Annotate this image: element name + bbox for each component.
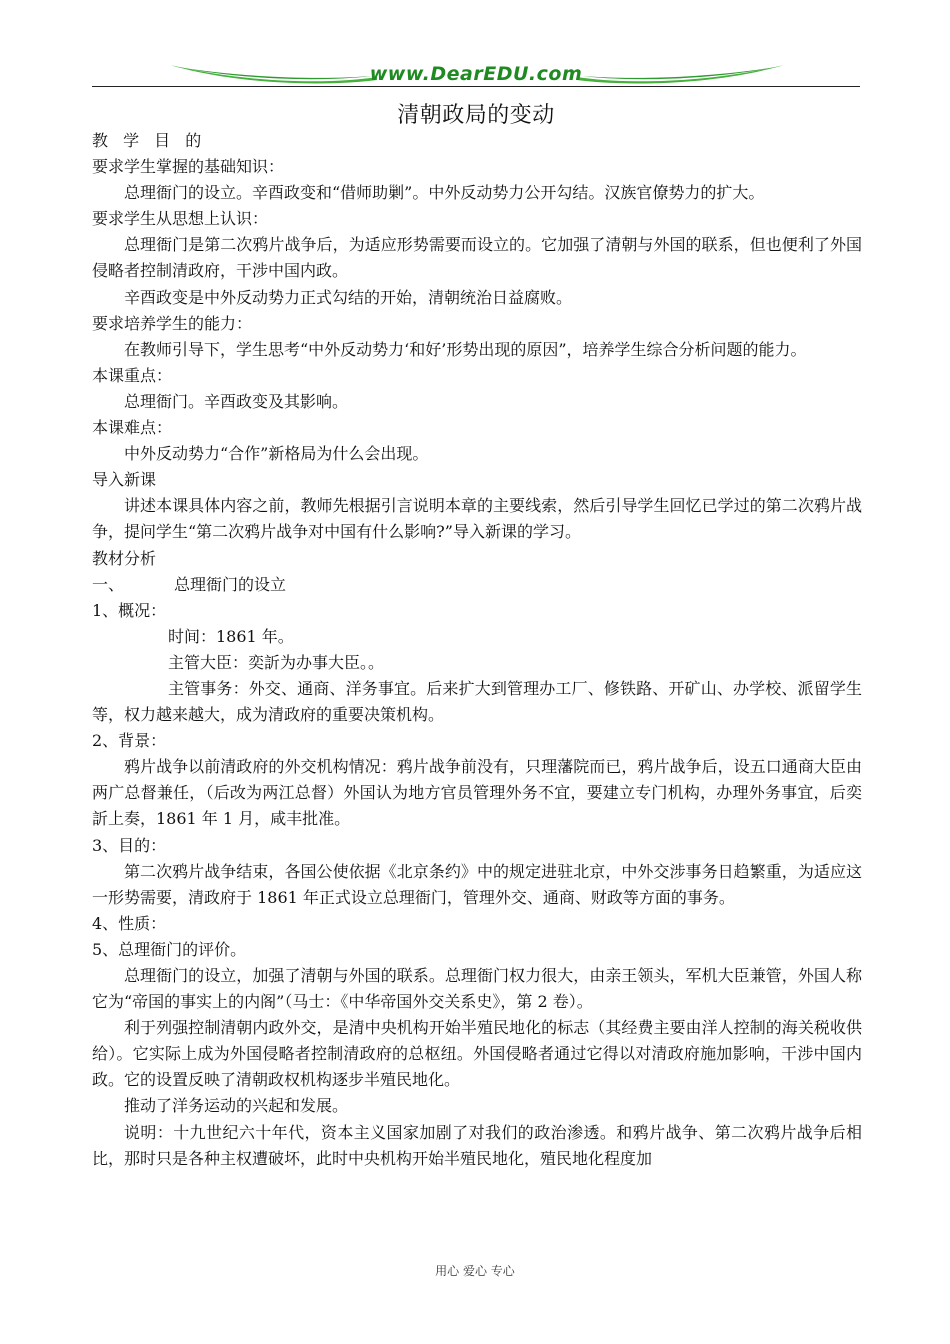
site-logo-text: www.DearEDU.com <box>369 63 583 85</box>
section-1-number: 一、 <box>92 574 125 594</box>
background-heading: 2、背景： <box>92 731 167 751</box>
note-text: 说明：十九世纪六十年代，资本主义国家加剧了对我们的政治渗透。和鸦片战争、第二次鸦片战争后相比，那时只是各种主权遭破坏，此时中央机构开始半殖民地化，殖民地化程度加 <box>92 1122 862 1168</box>
ability-heading: 要求培养学生的能力： <box>92 313 253 333</box>
objectives-heading: 教 学 目 的 <box>92 131 207 150</box>
focus-heading: 本课重点： <box>92 365 173 385</box>
purpose-text: 第二次鸦片战争结束，各国公使依据《北京条约》中的规定进驻北京，中外交涉事务日趋繁重，为适应这一形势需要，清政府于 1861 年正式设立总理衙门，管理外交、通商、财政等方面的事务。 <box>92 861 862 907</box>
document-body <box>92 128 862 1172</box>
thought-paragraph-1: 总理衙门是第二次鸦片战争后，为适应形势需要而设立的。它加强了清朝与外国的联系，但也便利了外国侵略者控制清政府，干涉中国内政。 <box>92 235 862 281</box>
thought-paragraph-2: 辛酉政变是中外反动势力正式勾结的开始，清朝统治日益腐败。 <box>124 287 573 307</box>
overview-time: 时间：1861 年。 <box>168 626 294 646</box>
evaluation-paragraph-2: 利于列强控制清朝内政外交，是清中央机构开始半殖民地化的标志（其经费主要由洋人控制的海关税收供给）。它实际上成为外国侵略者控制清政府的总枢纽。外国侵略者通过它得以对清政府施加影响，干涉中国内政。它的设置反映了清朝政权机构逐步半殖民地化。 <box>92 1018 862 1090</box>
difficulty-heading: 本课难点： <box>92 418 173 438</box>
ability-text: 在教师引导下，学生思考“中外反动势力‘和好’形势出现的原因”，培养学生综合分析问题的能力。 <box>124 339 807 359</box>
intro-text: 讲述本课具体内容之前，教师先根据引言说明本章的主要线索，然后引导学生回忆已学过的第二次鸦片战争，提问学生“第二次鸦片战争对中国有什么影响?”导入新课的学习。 <box>92 496 862 542</box>
document-title: 清朝政局的变动 <box>397 103 555 128</box>
page-footer: 用心 爱心 专心 <box>435 1264 515 1278</box>
evaluation-heading: 5、总理衙门的评价。 <box>92 939 247 959</box>
difficulty-text: 中外反动势力“合作”新格局为什么会出现。 <box>124 444 429 464</box>
purpose-heading: 3、目的： <box>92 835 167 855</box>
section-1-heading <box>92 572 862 598</box>
evaluation-paragraph-1: 总理衙门的设立，加强了清朝与外国的联系。总理衙门权力很大，由亲王领头，军机大臣兼管，外国人称它为“帝国的事实上的内阁”（马士：《中华帝国外交关系史》，第 2 卷）。 <box>92 966 862 1012</box>
header-divider <box>92 86 860 87</box>
background-text: 鸦片战争以前清政府的外交机构情况：鸦片战争前没有，只理藩院而已，鸦片战争后，设五口通商大臣由两广总督兼任，（后改为两江总督）外国认为地方官员管理外务不宜，要建立专门机构，办理外务事宜，后奕訢上奏，1861 年 1 月，咸丰批准。 <box>92 757 862 829</box>
intro-heading: 导入新课 <box>92 470 157 490</box>
section-1-title: 总理衙门的设立 <box>174 574 287 594</box>
evaluation-paragraph-3: 推动了洋务运动的兴起和发展。 <box>124 1096 349 1116</box>
thought-heading: 要求学生从思想上认识： <box>92 209 269 229</box>
focus-text: 总理衙门。辛酉政变及其影响。 <box>124 391 349 411</box>
overview-affairs: 主管事务：外交、通商、洋务事宜。后来扩大到管理办工厂、修铁路、开矿山、办学校、派留学生等，权力越来越大，成为清政府的重要决策机构。 <box>92 678 862 725</box>
overview-heading: 1、概况： <box>92 600 167 620</box>
nature-heading: 4、性质： <box>92 913 167 933</box>
basic-knowledge-heading: 要求学生掌握的基础知识： <box>92 157 285 177</box>
overview-minister: 主管大臣：奕訢为办事大臣。。 <box>168 652 385 672</box>
analysis-heading: 教材分析 <box>92 548 157 568</box>
basic-knowledge-text: 总理衙门的设立。辛酉政变和“借师助剿”。中外反动势力公开勾结。汉族官僚势力的扩大。 <box>124 183 765 203</box>
